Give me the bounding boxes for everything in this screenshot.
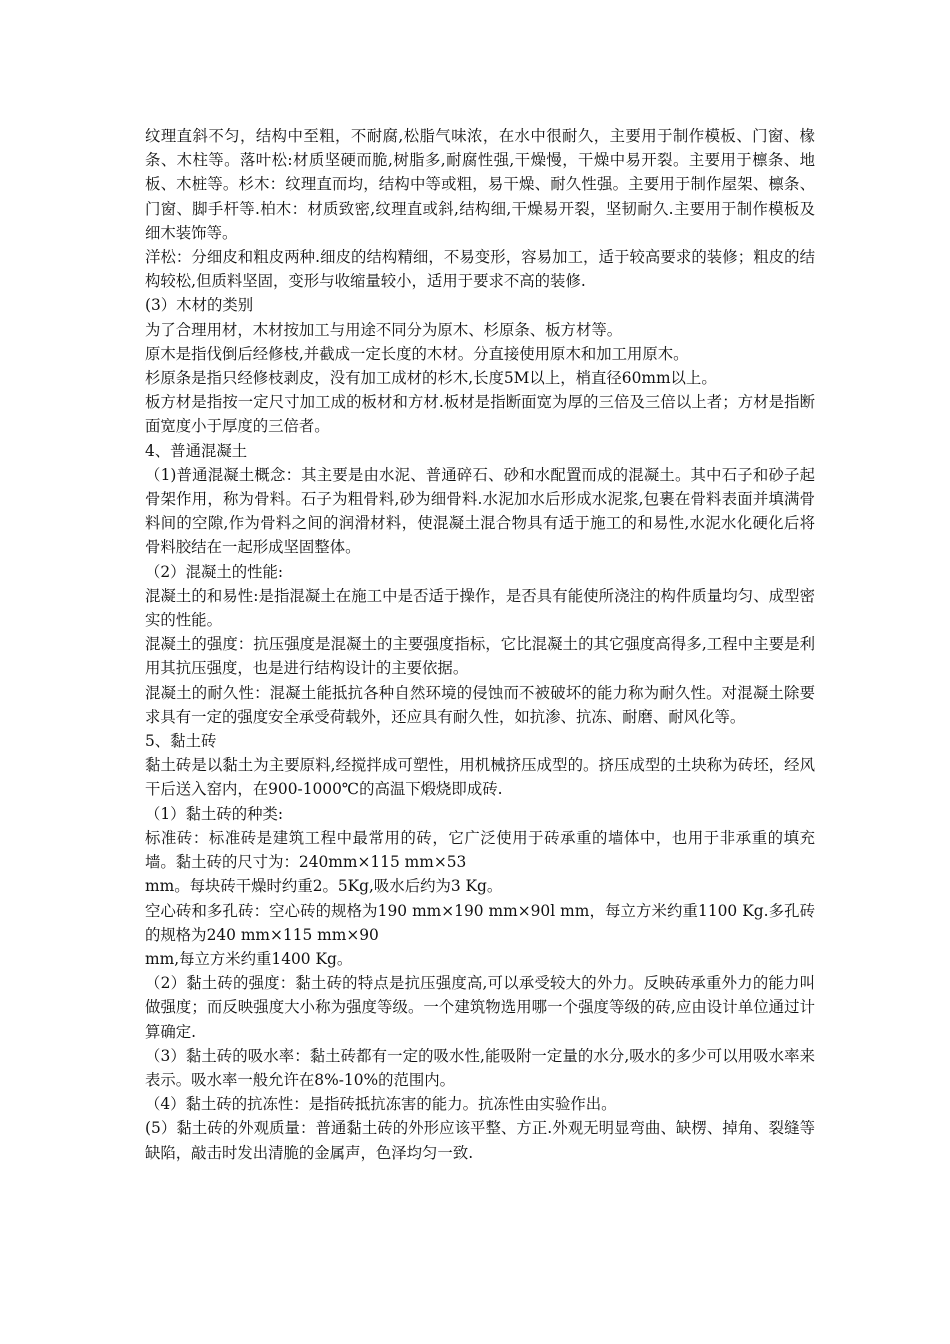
paragraph-timber-usage: 为了合理用材，木材按加工与用途不同分为原木、杉原条、板方材等。 (145, 320, 623, 339)
paragraph-brick-absorption: （3）黏土砖的吸水率：黏土砖都有一定的吸水性,能吸附一定量的水分,吸水的多少可以用吸水率来表示。吸水率一般允许在8%-10%的范围内。 (145, 1046, 815, 1089)
paragraph-fir-pole: 杉原条是指只经修枝剥皮，没有加工成材的杉木,长度5M以上，梢直径60mm以上。 (145, 369, 717, 388)
paragraph-pine: 洋松：分细皮和粗皮两种.细皮的结构精细，不易变形，容易加工，适于较高要求的装修；粗皮的结构较松,但质料坚固，变形与收缩量较小，适用于要求不高的装修. (145, 248, 815, 291)
section-heading-concrete: 4、普通混凝土 (145, 441, 248, 460)
paragraph-brick-strength: （2）黏土砖的强度：黏土砖的特点是抗压强度高,可以承受较大的外力。反映砖承重外力的能力叫做强度；而反映强度大小称为强度等级。一个建筑物选用哪一个强度等级的砖,应由设计单位通过计算确定. (145, 974, 815, 1041)
paragraph-brick-intro: 黏土砖是以黏土为主要原料,经搅拌成可塑性，用机械挤压成型的。挤压成型的土块称为砖坯，经风干后送入窑内，在900-1000℃的高温下煅烧即成砖. (145, 756, 815, 799)
paragraph-standard-brick: 标准砖：标准砖是建筑工程中最常用的砖，它广泛使用于砖承重的墙体中，也用于非承重的填充墙。黏土砖的尺寸为：240mm×115 mm×53 (145, 828, 815, 872)
paragraph-hollow-brick: 空心砖和多孔砖：空心砖的规格为190 mm×190 mm×90l mm，每立方米约重1100 Kg.多孔砖的规格为240 mm×115 mm×90 (145, 901, 815, 944)
section-heading-timber-types: (3）木材的类别 (145, 296, 254, 315)
paragraph-brick-appearance: (5）黏土砖的外观质量：普通黏土砖的外形应该平整、方正.外观无明显弯曲、缺楞、掉角、裂缝等缺陷，敲击时发出清脆的金属声，色泽均匀一致. (145, 1119, 815, 1162)
paragraph-workability: 混凝土的和易性:是指混凝土在施工中是否适于操作，是否具有能使所浇注的构件质量均匀、成型密实的性能。 (145, 586, 815, 630)
paragraph-concrete-concept: （1)普通混凝土概念：其主要是由水泥、普通碎石、砂和水配置而成的混凝土。其中石子和砂子起骨架作用，称为骨料。石子为粗骨料,砂为细骨料.水泥加水后形成水泥浆,包裹在骨料表面并填满骨料间的空隙,作为骨料之间的润滑材料，使混凝土混合物具有适于施工的和易性,水泥水化硬化后将骨料胶结在一起形成坚固整体。 (145, 465, 815, 557)
paragraph-brick-weight: mm。每块砖干燥时约重2。5Kg,吸水后约为3 Kg。 (145, 877, 503, 896)
paragraph-durability: 混凝土的耐久性：混凝土能抵抗各种自然环境的侵蚀而不被破坏的能力称为耐久性。对混凝土除要求具有一定的强度安全承受荷载外，还应具有耐久性，如抗渗、抗冻、耐磨、耐风化等。 (145, 683, 815, 726)
document-page (145, 124, 815, 1165)
paragraph-timber-species: 纹理直斜不匀，结构中至粗，不耐腐,松脂气味浓，在水中很耐久，主要用于制作模板、门窗、椽条、木柱等。落叶松:材质坚硬而脆,树脂多,耐腐性强,干燥慢，干燥中易开裂。主要用于檩条、地板、木桩等。杉木：纹理直而均，结构中等或粗，易干燥、耐久性强。主要用于制作屋架、檩条、门窗、脚手杆等.柏木：材质致密,纹理直或斜,结构细,干燥易开裂，坚韧耐久.主要用于制作模板及细木装饰等。 (145, 127, 815, 242)
paragraph-log: 原木是指伐倒后经修枝,并截成一定长度的木材。分直接使用原木和加工用原木。 (145, 344, 689, 363)
subheading-brick-types: （1）黏土砖的种类: (145, 804, 284, 823)
paragraph-hollow-brick-weight: mm,每立方米约重1400 Kg。 (145, 949, 353, 968)
paragraph-strength: 混凝土的强度：抗压强度是混凝土的主要强度指标，它比混凝土的其它强度高得多,工程中主要是利用其抗压强度，也是进行结构设计的主要依据。 (145, 635, 815, 678)
section-heading-clay-brick: 5、黏土砖 (145, 732, 217, 751)
paragraph-brick-frost: （4）黏土砖的抗冻性：是指砖抵抗冻害的能力。抗冻性由实验作出。 (145, 1095, 617, 1114)
paragraph-sawn-timber: 板方材是指按一定尺寸加工成的板材和方材.板材是指断面宽为厚的三倍及三倍以上者；方材是指断面宽度小于厚度的三倍者。 (145, 393, 815, 436)
subheading-concrete-properties: （2）混凝土的性能: (145, 562, 284, 581)
